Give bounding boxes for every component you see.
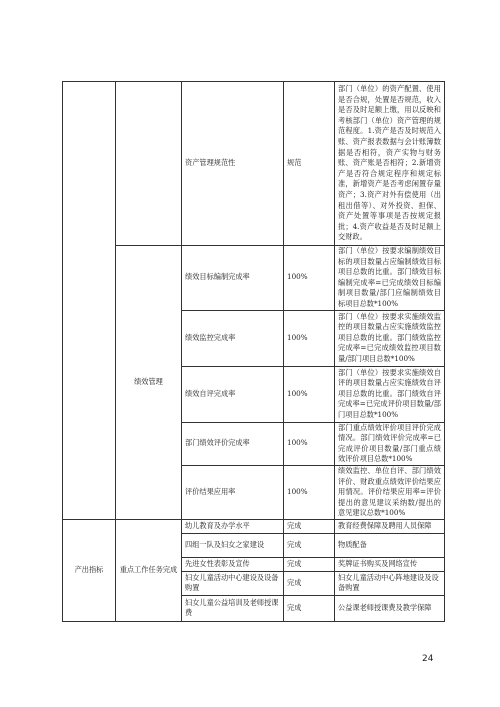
table-row (63, 246, 445, 311)
level1-cell (63, 82, 116, 520)
indicator-value: 完成 (284, 571, 335, 595)
indicator-description: 奖牌证书购买及网络宣传 (335, 557, 445, 571)
table-row (63, 82, 445, 246)
indicator-description: 绩效监控、单位自评、部门绩效评价、财政重点绩效评价结果应用情况。评价结果应用率=评价提出的意见建议采纳数/提出的意见建议总数*100% (335, 465, 445, 519)
output-indicator-label: 产出指标 (63, 519, 116, 621)
page-number: 24 (422, 654, 434, 664)
level2-cell (116, 82, 182, 246)
indicator-name: 资产管理规范性 (182, 82, 284, 246)
indicator-value: 100% (284, 246, 335, 311)
indicator-description: 部门重点绩效评价项目评价完成情况。部门绩效评价完成率=已完成评价项目数量/部门重点绩效评价项目总数*100% (335, 422, 445, 465)
indicator-name: 妇女儿童公益培训及老师授课费 (182, 595, 284, 621)
indicator-name: 评价结果应用率 (182, 465, 284, 519)
indicator-description: 部门（单位）按要求实施绩效自评的项目数量占应实施绩效自评项目总数的比重。部门绩效自评完成率=已完成评价项目数量/部门项目总数*100% (335, 366, 445, 422)
indicator-value: 100% (284, 465, 335, 519)
indicator-value: 100% (284, 310, 335, 366)
indicator-name: 绩效监控完成率 (182, 310, 284, 366)
indicator-value: 完成 (284, 519, 335, 533)
indicator-description: 公益课老师授课费及教学保障 (335, 595, 445, 621)
indicator-name: 先进女性表彰及宣传 (182, 557, 284, 571)
indicator-description: 部门（单位）按要求实施绩效监控的项目数量占应实施绩效监控项目总数的比重。部门绩效监控完成率=已完成绩效监控项目数量/部门项目总数*100% (335, 310, 445, 366)
indicator-value: 完成 (284, 533, 335, 557)
group-performance-management: 绩效管理 (116, 246, 182, 520)
indicator-name: 绩效自评完成率 (182, 366, 284, 422)
key-task-label: 重点工作任务完成 (116, 519, 182, 621)
indicator-value: 100% (284, 366, 335, 422)
indicator-value: 100% (284, 422, 335, 465)
indicator-description: 部门（单位）的资产配置、使用是否合规，处置是否规范，收入是否及时足额上缴，用以反映和考核部门（单位）资产管理的规范程度。1.资产是否及时规范入账、资产报表数据与会计账簿数据是否相符，资产实物与财务账、资产账是否相符；2.新增资产是否符合规定程序和规定标准，新增资产是否考虑闲置存量资产；3.资产对外有偿使用（出租出借等）、对外投资、担保、资产处置等事项是否按规定报批；4.资产收益是否及时足额上交财政。 (335, 82, 445, 246)
indicator-name: 部门绩效评价完成率 (182, 422, 284, 465)
indicator-value: 完成 (284, 557, 335, 571)
indicator-name: 幼儿教育及办学水平 (182, 519, 284, 533)
performance-indicator-table (62, 81, 445, 622)
indicator-value: 规范 (284, 82, 335, 246)
indicator-value: 完成 (284, 595, 335, 621)
indicator-name: 四组一队及妇女之家建设 (182, 533, 284, 557)
indicator-description: 部门（单位）按要求编制绩效目标的项目数量占应编制绩效目标项目总数的比重。部门绩效目标编制完成率=已完成绩效目标编制项目数量/部门应编制绩效目标项目总数*100% (335, 246, 445, 311)
table-row (63, 519, 445, 533)
indicator-description: 妇女儿童活动中心阵地建设及设备购置 (335, 571, 445, 595)
indicator-description: 物质配备 (335, 533, 445, 557)
indicator-description: 教育经费保障及聘用人员保障 (335, 519, 445, 533)
indicator-name: 绩效目标编制完成率 (182, 246, 284, 311)
indicator-name: 妇女儿童活动中心建设及设备购置 (182, 571, 284, 595)
